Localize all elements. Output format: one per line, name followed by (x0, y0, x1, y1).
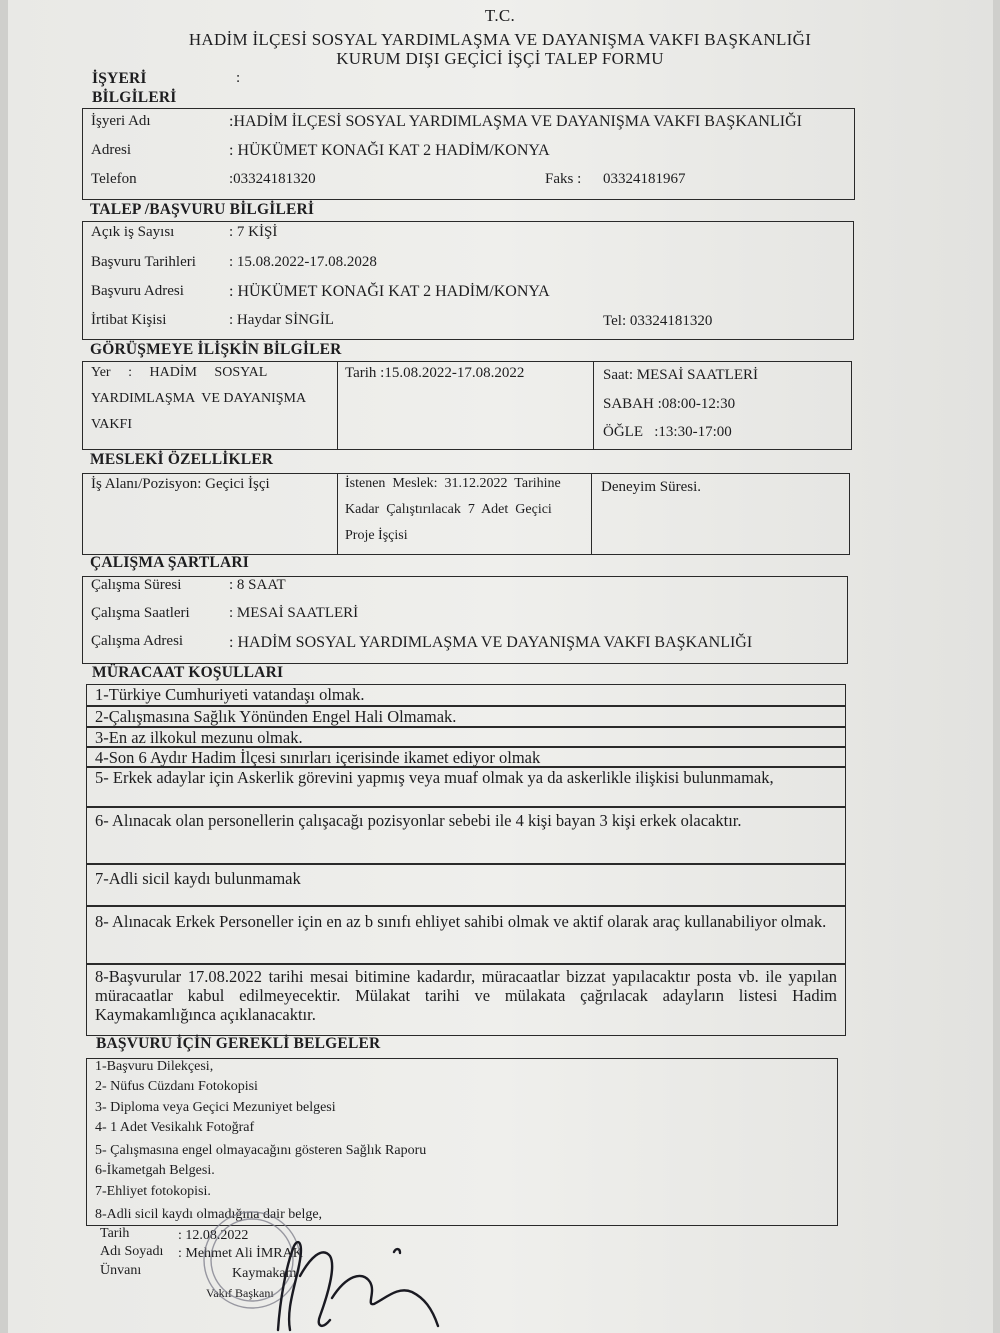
condition-1-text: 1-Türkiye Cumhuriyeti vatandaşı olmak. (95, 685, 365, 704)
signature-date-value: : 12.08.2022 (178, 1228, 249, 1243)
header-form-title: KURUM DIŞI GEÇİCİ İŞÇİ TALEP FORMU (336, 49, 664, 68)
signature-name-label: Adı Soyadı (100, 1244, 164, 1259)
interview-box (82, 361, 852, 450)
condition-7 (86, 864, 846, 906)
interview-place-line1: Yer : HADİM SOSYAL (91, 365, 268, 380)
interview-date: Tarih :15.08.2022-17.08.2022 (345, 365, 525, 381)
signature-title-label: Ünvanı (100, 1263, 142, 1278)
interview-place-line2: YARDIMLAŞMA VE DAYANIŞMA (91, 391, 307, 406)
header-institution: HADİM İLÇESİ SOSYAL YARDIMLAŞMA VE DAYANIŞMA VAKFI BAŞKANLIĞI (188, 30, 812, 49)
employer-title-2: BİLGİLERİ (92, 89, 177, 106)
work-hours-value: : MESAİ SAATLERİ (229, 605, 359, 621)
condition-4-text: 4-Son 6 Aydır Hadim İlçesi sınırları içerisinde ikamet ediyor olmak (95, 748, 541, 767)
employer-fax-value: 03324181967 (603, 171, 686, 187)
application-conditions-title: MÜRACAAT KOŞULLARI (92, 664, 284, 681)
wanted-profession-line3: Proje İşçisi (345, 528, 408, 543)
wanted-profession-line2: Kadar Çalıştırılacak 7 Adet Geçici (345, 502, 552, 517)
employer-name-label: İşyeri Adı (91, 113, 151, 129)
document-4: 4- 1 Adet Vesikalık Fotoğraf (95, 1120, 255, 1135)
signature-title-value-1: Kaymakam (232, 1266, 297, 1281)
work-duration-value: : 8 SAAT (229, 577, 286, 593)
contact-label: İrtibat Kişisi (91, 312, 167, 328)
condition-6-text: 6- Alınacak olan personellerin çalışacağı pozisyonlar sebebi ile 4 kişi bayan 3 kişi erkek olacaktır. (95, 811, 742, 830)
document-8: 8-Adli sicil kaydı olmadığına dair belge, (95, 1207, 323, 1222)
condition-4 (86, 747, 846, 767)
contact-tel: Tel: 03324181320 (603, 313, 713, 329)
interview-title: GÖRÜŞMEYE İLİŞKİN BİLGİLER (90, 341, 342, 358)
document-1: 1-Başvuru Dilekçesi, (95, 1059, 214, 1074)
employer-name-value: :HADİM İLÇESİ SOSYAL YARDIMLAŞMA VE DAYANIŞMA VAKFI BAŞKANLIĞI (229, 113, 802, 130)
work-address-label: Çalışma Adresi (91, 633, 184, 649)
work-duration-label: Çalışma Süresi (91, 577, 182, 593)
document-7: 7-Ehliyet fotokopisi. (95, 1184, 211, 1199)
condition-6 (86, 807, 846, 864)
work-conditions-title: ÇALIŞMA ŞARTLARI (90, 554, 249, 571)
condition-2 (86, 706, 846, 727)
request-title: TALEP /BAŞVURU BİLGİLERİ (90, 201, 315, 218)
request-box (82, 221, 854, 340)
signature-date-label: Tarih (100, 1226, 130, 1241)
employer-address-label: Adresi (91, 142, 131, 158)
application-address-value: : HÜKÜMET KONAĞI KAT 2 HADİM/KONYA (229, 283, 550, 300)
document-3: 3- Diploma veya Geçici Mezuniyet belgesi (95, 1100, 336, 1115)
dates-value: : 15.08.2022-17.08.2028 (229, 254, 377, 270)
contact-value: : Haydar SİNGİL (229, 312, 334, 328)
interview-time-2: SABAH :08:00-12:30 (603, 396, 736, 412)
signature-title-value-2: Vakıf Başkanı (206, 1286, 274, 1300)
employer-title-1: İŞYERİ (92, 70, 147, 87)
open-jobs-label: Açık iş Sayısı (91, 224, 175, 240)
interview-place-line3: VAKFI (91, 417, 132, 432)
profession-box (82, 473, 850, 555)
employer-address-value: : HÜKÜMET KONAĞI KAT 2 HADİM/KONYA (229, 142, 550, 159)
experience-duration: Deneyim Süresi. (601, 479, 701, 495)
interview-time-1: Saat: MESAİ SAATLERİ (603, 367, 758, 383)
employer-fax-label: Faks : (545, 171, 582, 187)
document-2: 2- Nüfus Cüzdanı Fotokopisi (95, 1079, 258, 1094)
header-tc: T.C. (484, 6, 516, 25)
employer-title-colon: : (236, 70, 241, 86)
application-address-label: Başvuru Adresi (91, 283, 184, 299)
signature-stroke (278, 1242, 438, 1330)
document-5: 5- Çalışmasına engel olmayacağını gösteren Sağlık Raporu (95, 1143, 427, 1158)
condition-9-text: 8-Başvurular 17.08.2022 tarihi mesai bitimine kadardır, müracaatlar bizzat yapılacaktır posta vb. ile yapılan müracaatlar kabul edilmeyecektir. Mülakat tarihi ve mülakata çağrılacak adayların listesi Hadim Kaymakamlığınca açıklanacaktır. (95, 967, 837, 1024)
condition-2-text: 2-Çalışmasına Sağlık Yönünden Engel Hali Olmamak. (95, 707, 457, 726)
profession-title: MESLEKİ ÖZELLİKLER (90, 451, 274, 468)
condition-5-text: 5- Erkek adaylar için Askerlik görevini yapmış veya muaf olmak ya da askerlikle ilişkisi bulunmamak, (95, 768, 774, 787)
condition-5 (86, 767, 846, 807)
condition-8 (86, 906, 846, 964)
interview-time-3: ÖĞLE :13:30-17:00 (603, 424, 732, 440)
work-address-value: : HADİM SOSYAL YARDIMLAŞMA VE DAYANIŞMA VAKFI BAŞKANLIĞI (229, 634, 753, 651)
condition-7-text: 7-Adli sicil kaydı bulunmamak (95, 869, 301, 888)
open-jobs-value: : 7 KİŞİ (229, 224, 278, 240)
document-6: 6-İkametgah Belgesi. (95, 1163, 215, 1178)
condition-3-text: 3-En az ilkokul mezunu olmak. (95, 728, 303, 747)
employer-phone-value: :03324181320 (229, 171, 316, 187)
dates-label: Başvuru Tarihleri (91, 254, 196, 270)
work-conditions-box (82, 576, 848, 664)
work-hours-label: Çalışma Saatleri (91, 605, 190, 621)
employer-phone-label: Telefon (91, 171, 137, 187)
condition-3 (86, 727, 846, 747)
condition-9 (86, 964, 846, 1036)
employer-box (82, 108, 855, 200)
work-area: İş Alanı/Pozisyon: Geçici İşçi (91, 476, 270, 492)
wanted-profession-line1: İstenen Meslek: 31.12.2022 Tarihine (345, 476, 561, 491)
stamp-circle (204, 1212, 300, 1308)
condition-8-text: 8- Alınacak Erkek Personeller için en az b sınıfı ehliyet sahibi olmak ve aktif olarak araç kullanabiliyor olmak. (95, 912, 827, 931)
signature-name-value: : Mehmet Ali İMRAK (178, 1246, 303, 1261)
condition-1 (86, 684, 846, 706)
official-stamp-signature (190, 1180, 450, 1333)
documents-title: BAŞVURU İÇİN GEREKLİ BELGELER (96, 1035, 381, 1052)
